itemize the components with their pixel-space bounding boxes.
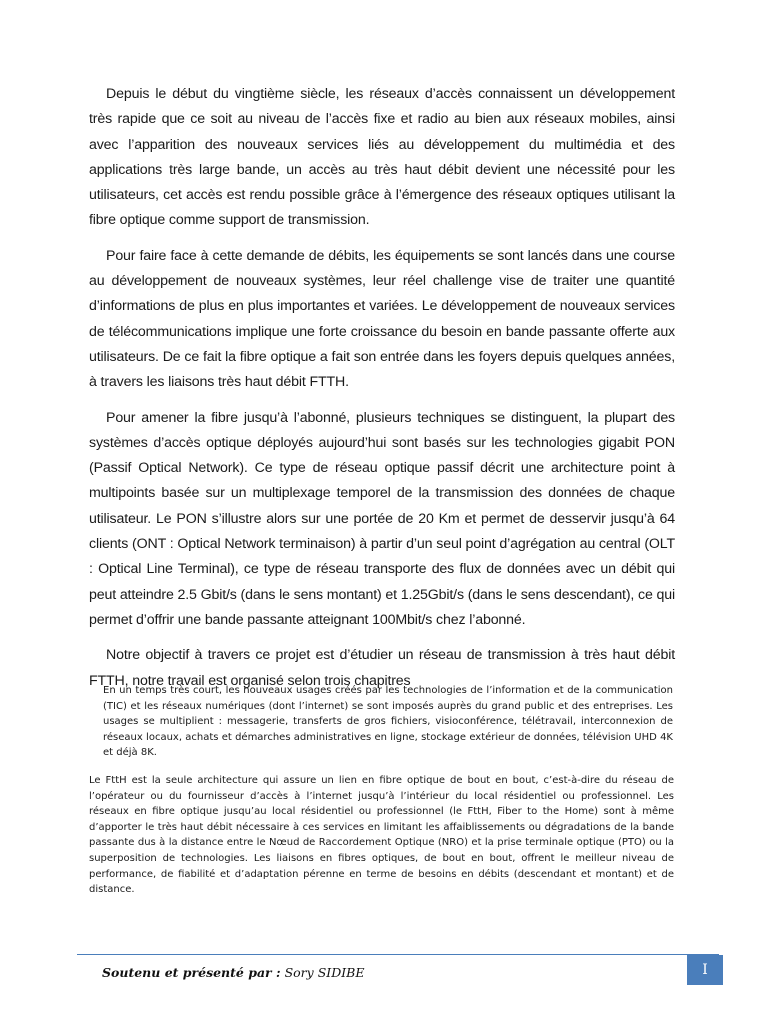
note-ftth: Le FttH est la seule architecture qui assure un lien en fibre optique de bout en bout, c’est-à-dire du réseau de l’opérateur ou du fournisseur d’accès à l’internet jusqu’à l’intérieur du local résidentiel ou professionnel. Les réseaux en fibre optique jusqu’au local résidentiel ou professionnel (le FttH, Fiber to the Home) sont à même d’apporter le très haut débit nécessaire à ces services en limitant les affaiblissements ou dégradations de la bande passante dus à la distance entre le Nœud de Raccordement Optique (NRO) et la prise terminale optique (PTO) ou la superposition de technologies. Les liaisons en fibres optiques, de bout en bout, offrent le meilleur niveau de performance, de fiabilité et d’adaptation pérenne en terme de besoins en débits (descendant et montant) et de distance. (89, 775, 674, 896)
main-text (89, 82, 675, 704)
footer-label: Soutenu et présenté par : (102, 965, 281, 980)
footer-credit (102, 965, 364, 980)
paragraph-pon: Pour amener la fibre jusqu’à l’abonné, plusieurs techniques se distinguent, la plupart des systèmes d’accès optique déployés aujourd’hui sont basés sur les technologies gigabit PON (Passif Optical Network). Ce type de réseau optique passif décrit une architecture point à multipoints basée sur un multiplexage temporel de la transmission des données de chaque utilisateur. Le PON s’illustre alors sur une portée de 20 Km et permet de desservir jusqu’à 64 clients (ONT : Optical Network terminaison) à partir d’un seul point d’agrégation au central (OLT : Optical Line Terminal), ce type de réseau transporte des flux de données avec un débit qui peut atteindre 2.5 Gbit/s (dans le sens montant) et 1.25Gbit/s (dans le sens descendant), ce qui permet d’offrir une bande passante atteignant 100Mbit/s chez l’abonné. (89, 409, 675, 628)
footer-divider (77, 954, 719, 955)
paragraph-demand: Pour faire face à cette demande de débits, les équipements se sont lancés dans une course au développement de nouveaux systèmes, leur réel challenge vise de traiter une quantité d’informations de plus en plus importantes et variées. Le développement de nouveaux services de télécommunications implique une forte croissance du besoin en bande passante offerte aux utilisateurs. De ce fait la fibre optique a fait son entrée dans les foyers depuis quelques années, à travers les liaisons très haut débit FTTH. (89, 247, 675, 391)
paragraph-intro: Depuis le début du vingtième siècle, les réseaux d’accès connaissent un développement très rapide que ce soit au niveau de l’accès fixe et radio au bien aux réseaux mobiles, ainsi avec l’apparition des nouveaux services liés au développement du multimédia et des applications très large bande, un accès au très haut débit devient une nécessité pour les utilisateurs, cet accès est rendu possible grâce à l’émergence des réseaux optiques utilisant la fibre optique comme support de transmission. (89, 86, 675, 229)
note-usages: En un temps très court, les nouveaux usages créés par les technologies de l’information et de la communication (TIC) et les réseaux numériques (dont l’internet) se sont imposés auprès du grand public et des entreprises. Les usages se multiplient : messagerie, transferts de gros fichiers, visioconférence, télétravail, interconnexion de réseaux locaux, achats et démarches administratives en ligne, stockage extérieur de données, télévision UHD 4K et déjà 8K. (103, 685, 673, 759)
page-number: I (687, 955, 723, 985)
footer-author: Sory SIDIBE (280, 965, 365, 980)
paragraph-objective: Notre objectif à travers ce projet est d’étudier un réseau de transmission à très haut débit FTTH, notre travail est organisé selon trois chapitres (89, 647, 675, 689)
